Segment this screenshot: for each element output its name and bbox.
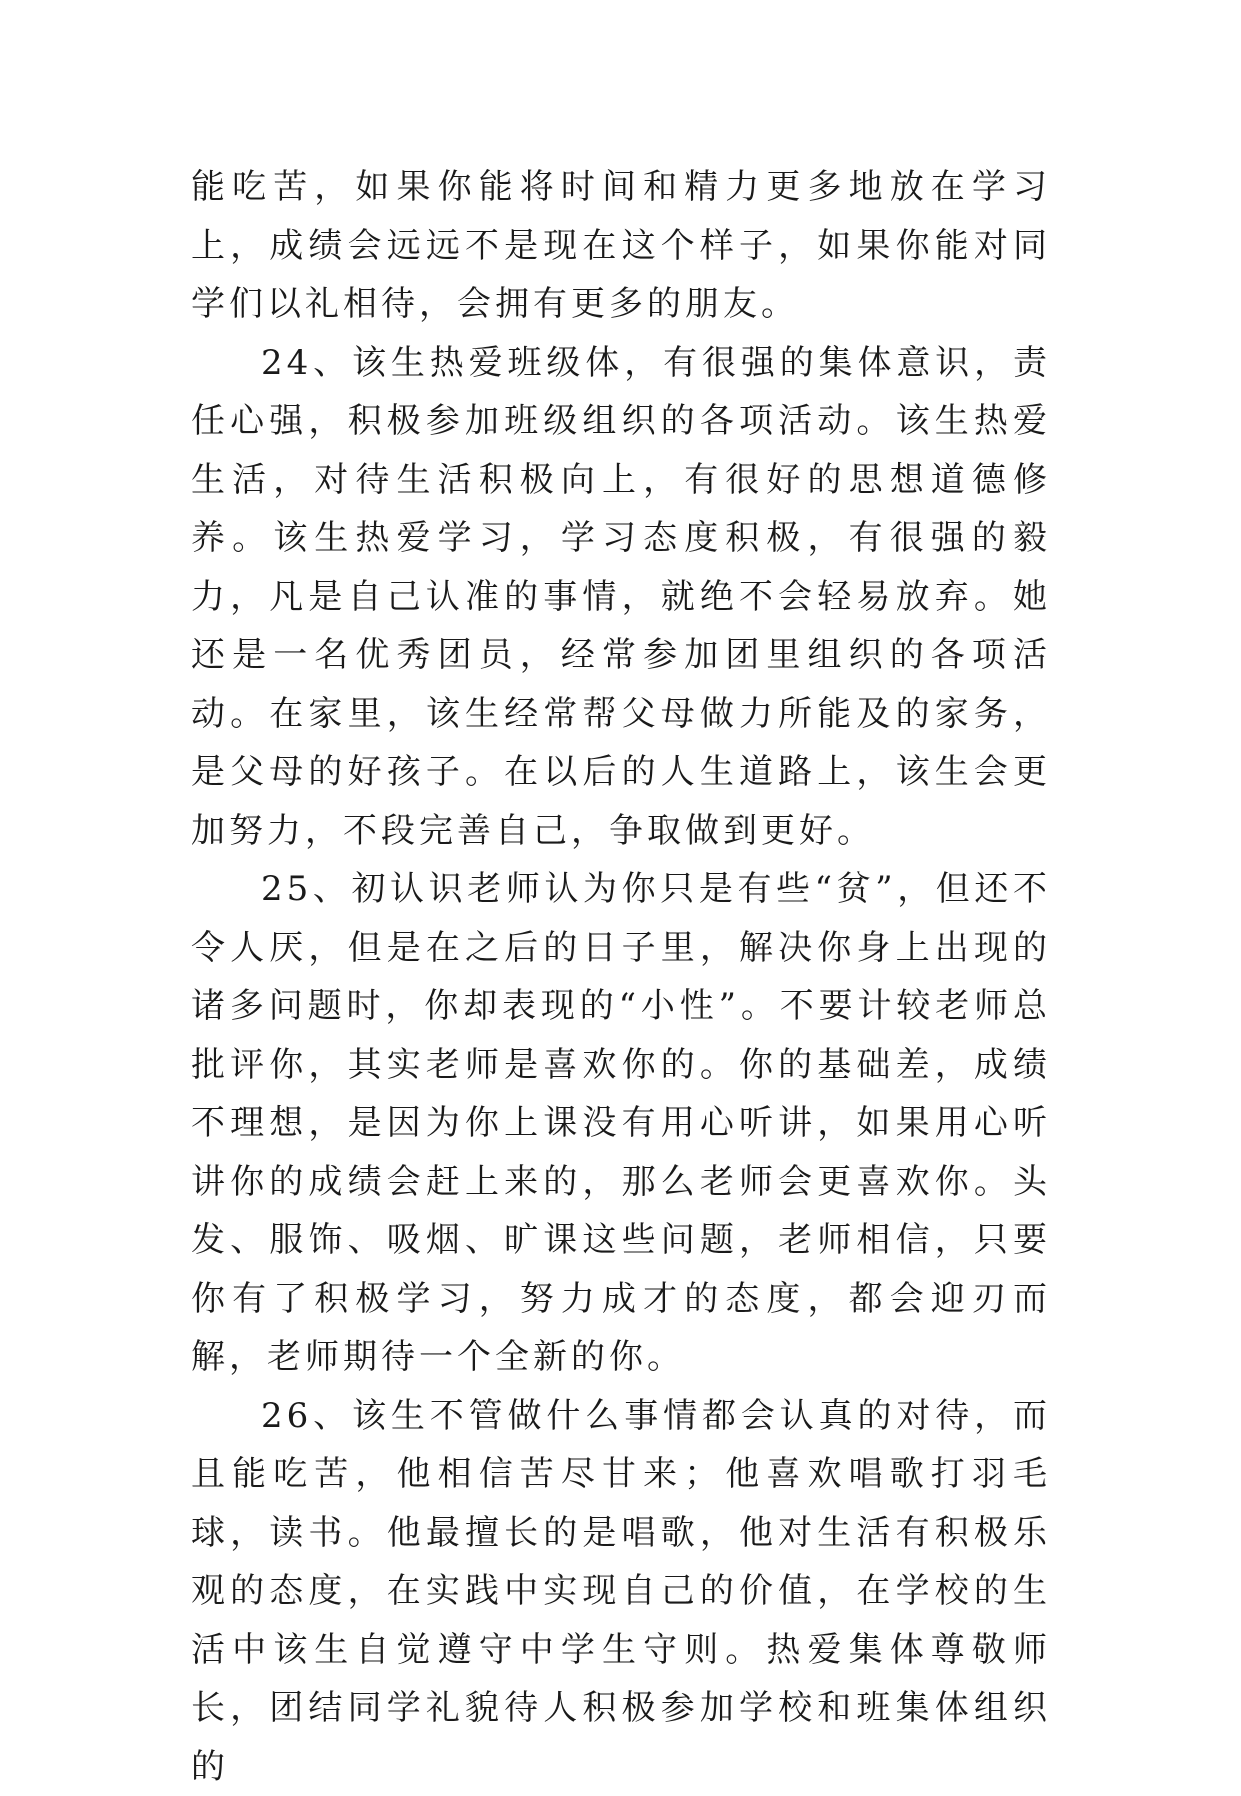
document-body [191, 158, 1051, 1796]
paragraph-25: 25、初认识老师认为你只是有些“贫”，但还不令人厌，但是在之后的日子里，解决你身上出现的诸多问题时，你却表现的“小性”。不要计较老师总批评你，其实老师是喜欢你的。你的基础差，成绩不理想，是因为你上课没有用心听讲，如果用心听讲你的成绩会赶上来的，那么老师会更喜欢你。头发、服饰、吸烟、旷课这些问题，老师相信，只要你有了积极学习，努力成才的态度，都会迎刃而解，老师期待一个全新的你。 [191, 860, 1051, 1387]
paragraph-26: 26、该生不管做什么事情都会认真的对待，而且能吃苦，他相信苦尽甘来；他喜欢唱歌打羽毛球，读书。他最擅长的是唱歌，他对生活有积极乐观的态度，在实践中实现自己的价值，在学校的生活中该生自觉遵守中学生守则。热爱集体尊敬师长，团结同学礼貌待人积极参加学校和班集体组织的 [191, 1387, 1051, 1796]
paragraph-24: 24、该生热爱班级体，有很强的集体意识，责任心强，积极参加班级组织的各项活动。该生热爱生活，对待生活积极向上，有很好的思想道德修养。该生热爱学习，学习态度积极，有很强的毅力，凡是自己认准的事情，就绝不会轻易放弃。她还是一名优秀团员，经常参加团里组织的各项活动。在家里，该生经常帮父母做力所能及的家务，是父母的好孩子。在以后的人生道路上，该生会更加努力，不段完善自己，争取做到更好。 [191, 334, 1051, 861]
paragraph-continuation: 能吃苦，如果你能将时间和精力更多地放在学习上，成绩会远远不是现在这个样子，如果你能对同学们以礼相待，会拥有更多的朋友。 [191, 158, 1051, 334]
